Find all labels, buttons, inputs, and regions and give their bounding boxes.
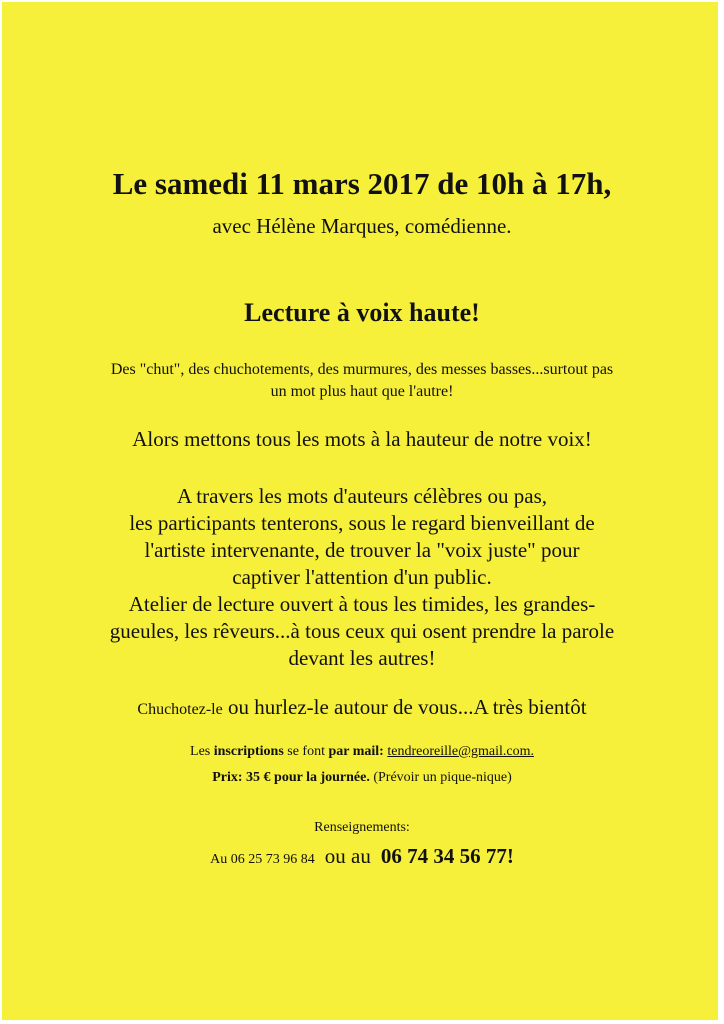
closing-shout: ou hurlez-le autour de vous...A très bientôt [222,695,587,719]
closing-whisper: Chuchotez-le [137,701,223,718]
registration-mid: se font [283,744,329,759]
registration-line [0,744,724,760]
call-to-action-line: Alors mettons tous les mots à la hauteur de notre voix! [132,427,592,451]
presenter-line: avec Hélène Marques, comédienne. [212,214,512,238]
description-line-5: Atelier de lecture ouvert à tous les timides, les grandes- [128,592,596,616]
description-line-3: l'artiste intervenante, de trouver la "voix juste" pour [144,538,580,562]
description-line-4: captiver l'attention d'un public. [232,565,492,589]
contact-label: Renseignements: [314,820,410,835]
registration-bold-2: par mail: [328,744,384,759]
description-line-1: A travers les mots d'auteurs célèbres ou pas, [176,484,547,508]
registration-prefix: Les [190,744,214,759]
flyer-title: Lecture à voix haute! [244,298,480,327]
registration-email-link[interactable]: tendreoreille@gmail.com. [387,744,534,759]
description-line-6: gueules, les rêveurs...à tous ceux qui osent prendre la parole [109,619,615,643]
phone-line [0,844,724,869]
event-date-line: Le samedi 11 mars 2017 de 10h à 17h, [112,166,612,201]
intro-line-2: un mot plus haut que l'autre! [270,383,454,400]
phone-number-2: 06 74 34 56 77! [380,844,514,868]
phone-separator: ou au [324,844,371,868]
price-line [0,770,724,786]
intro-line-1: Des "chut", des chuchotements, des murmures, des messes basses...surtout pas [110,361,614,378]
registration-bold-1: inscriptions [213,744,284,759]
price-note: (Prévoir un pique-nique) [369,770,512,785]
closing-line [0,695,724,720]
description-line-7: devant les autres! [288,646,436,670]
phone-number-1: Au 06 25 73 96 84 [210,852,315,867]
description-line-2: les participants tenterons, sous le regard bienveillant de [129,511,595,535]
price-amount: Prix: 35 € pour la journée. [212,770,370,785]
